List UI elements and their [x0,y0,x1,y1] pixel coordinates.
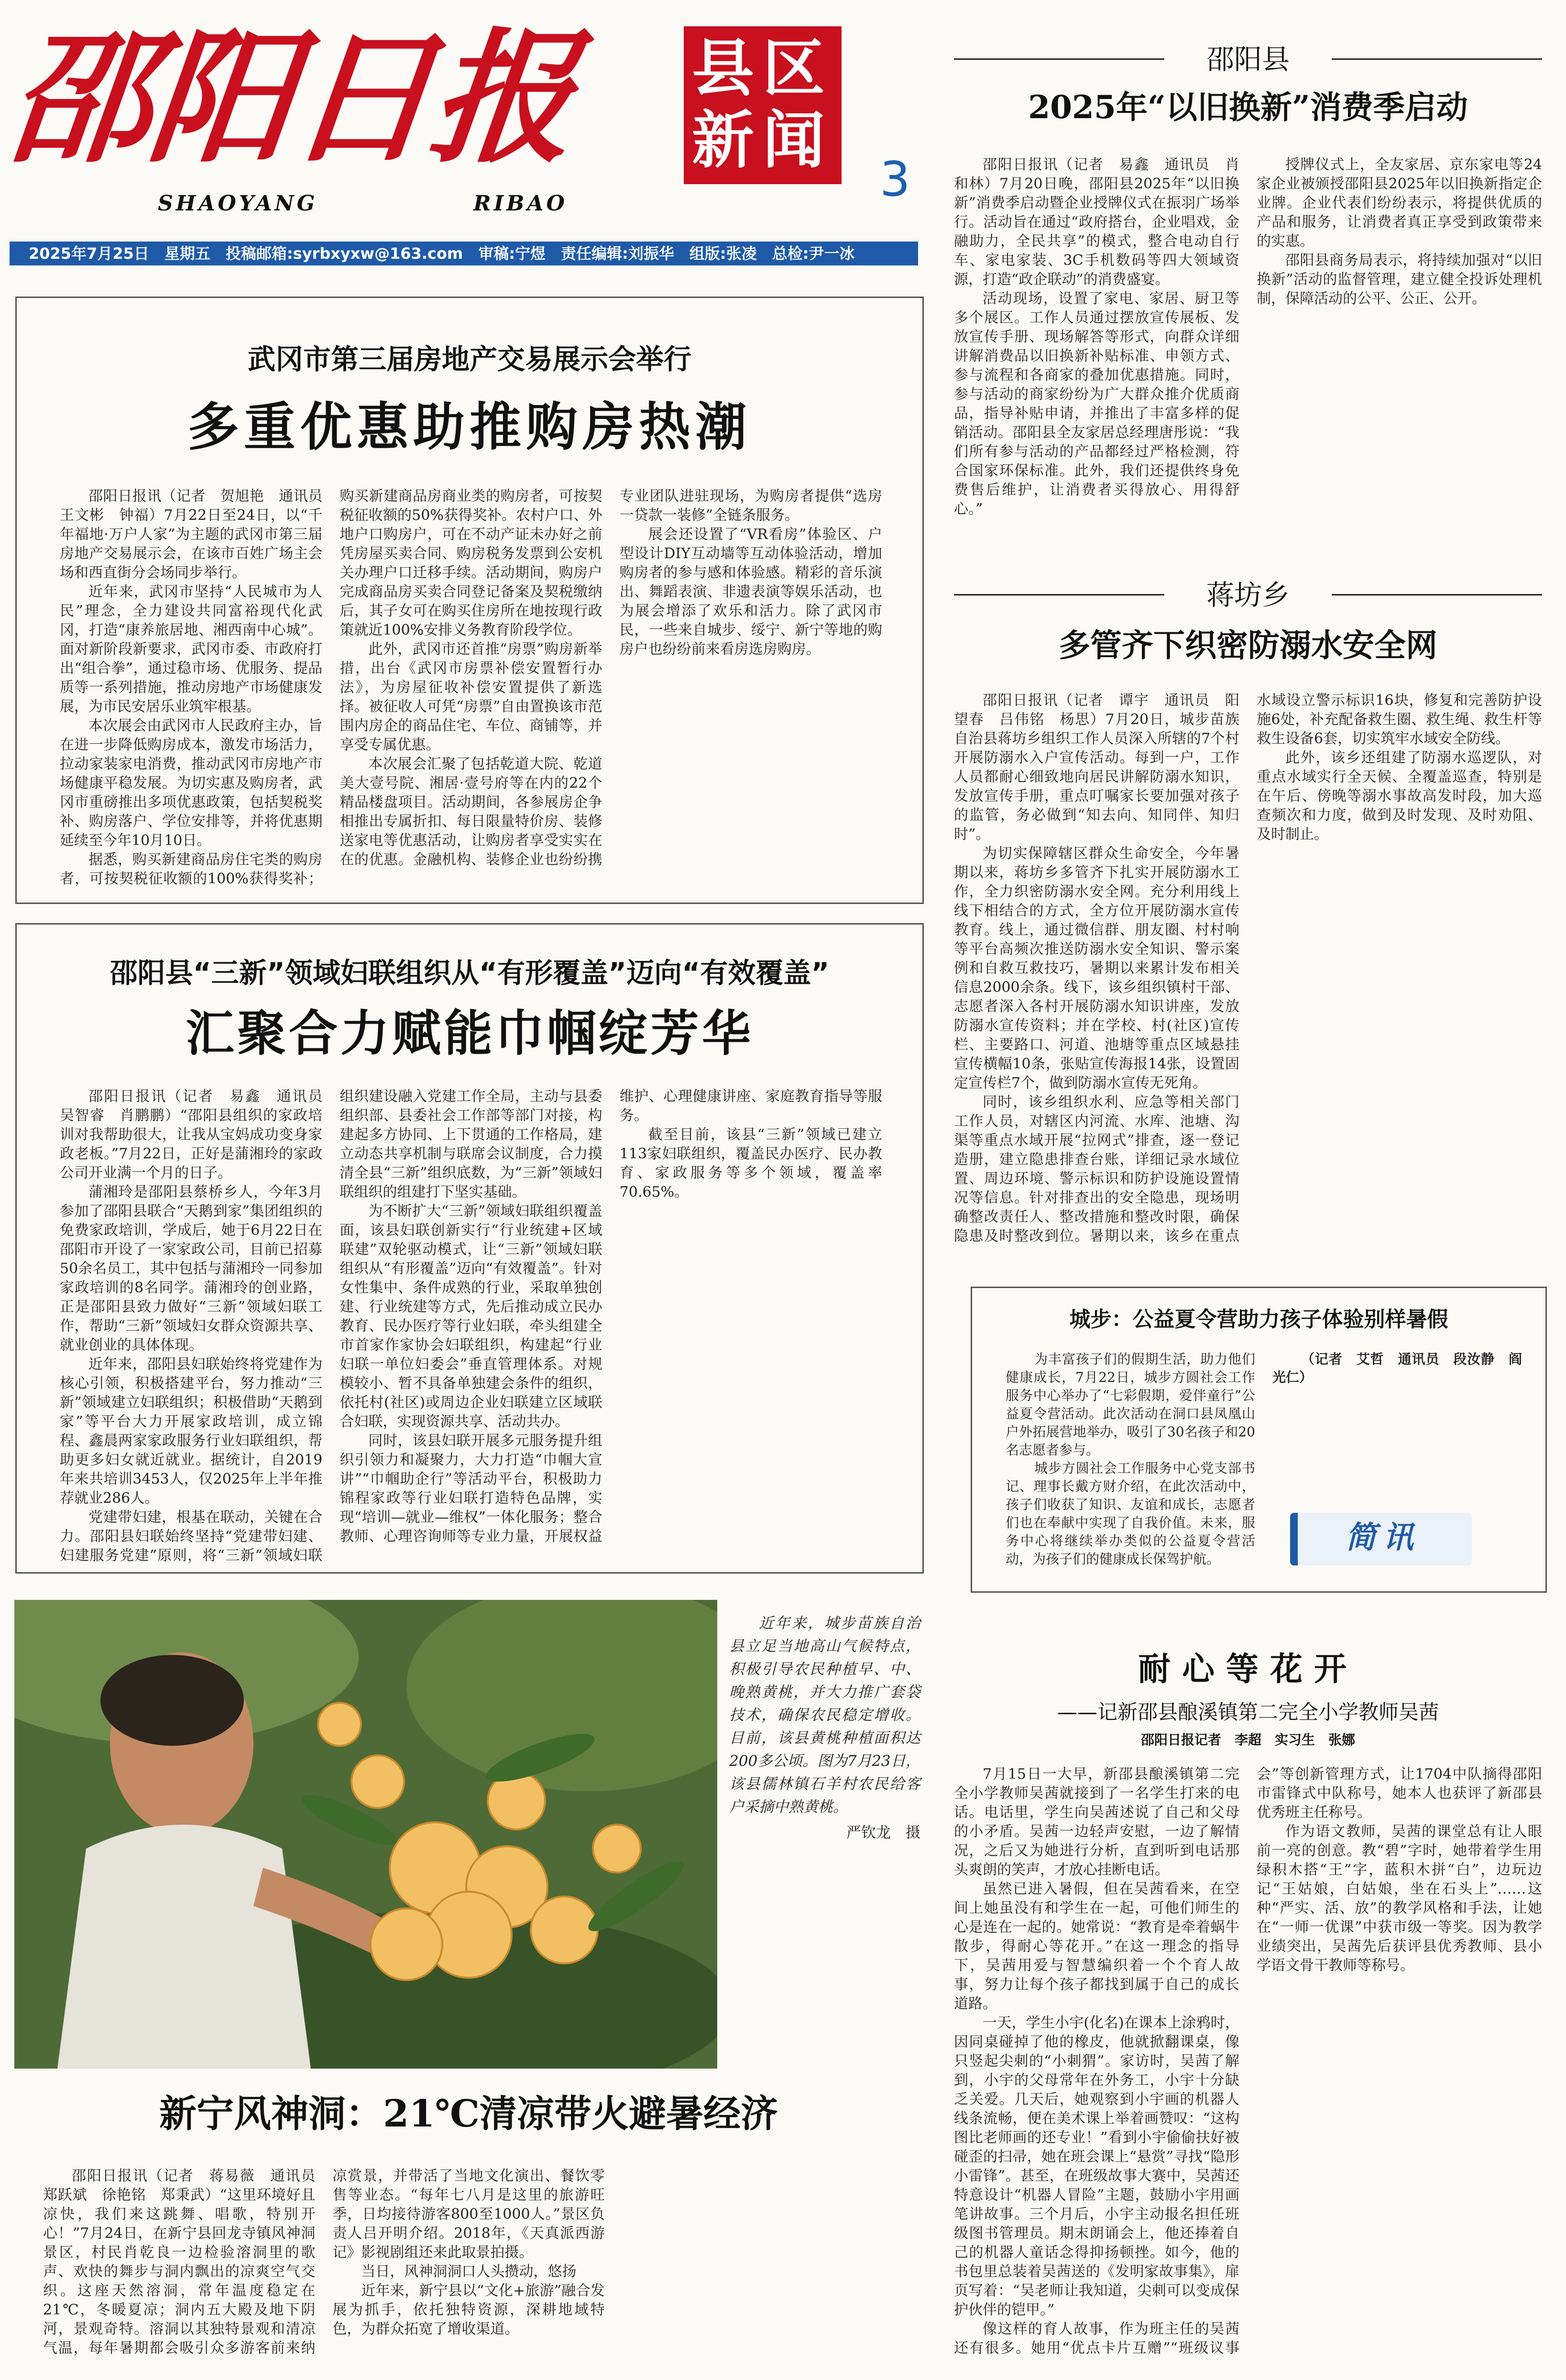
masthead-title: 邵阳日报 [0,13,581,182]
paragraph: 城步方圆社会工作服务中心党支部书记、理事长戴方财介绍，在此次活动中，孩子们收获了知识、友谊和成长，志愿者们也在奉献中实现了自我价值。未来，服务中心将继续举办类似的公益夏令营活动，为孩子们的健康成长保驾护航。 [1006,1460,1255,1567]
paragraph: 为不断扩大“三新”领域妇联组织覆盖面，该县妇联创新实行“行业统建+区域联建”双轮驱动模式，让“三新”领域妇联组织从“有形覆盖”迈向“有效覆盖”。针对女性集中、条件成熟的行业，采取单独创建、行业统建等方式，先后推动成立民办教育、民办医疗等行业妇联，牵头组建全市首家作家协会妇联组织，构建起“行业妇联一单位妇委会”垂直管理体系。对规模较小、暂不具备单独建会条件的组织，依托村(社区)或周边企业妇联建立区域联合妇联，实现资源共享、活动共办。 [339,1203,602,1430]
section-rule-left [954,594,1164,595]
article-xinning-cave [14,2081,923,2372]
caption-text: 近年来，城步苗族自治县立足当地高山气候特点，积极引导农民种植早、中、晚熟黄桃，并大力推广套袋技术，确保农民稳定增收。目前，该县黄桃种植面积达200多公顷。图为7月23日，该县儒林镇石羊村农民给客户采摘中熟黄桃。 [729,1615,920,1816]
article-teacher-profile [940,1636,1556,2372]
paragraph: 同时，该县妇联开展多元服务提升组织引领力和凝聚力，大力打造“巾帼大宣讲”“巾帼助企行”等活动平台，积极助力锦程家政等行业妇联打造特色品牌，实现“培训—就业—维权”一体化服务；整合教师、心理咨询师等专业力量，开展权益维护、心理健康讲座、家庭教育指导等服务。 [339,1088,882,1545]
article-wugang-real-estate [15,297,924,904]
paragraph: 据悉，购买新建商品房住宅类的购房者，可按契税征收额的100%获得奖补；购买新建商品房商业类的购房者，可按契税征收额的50%获得奖补。农村户口、外地户口购房户，可在不动产证未办好之前凭房屋买卖合同、购房税务发票到公安机关办理户口迁移手续。活动期间，购房户完成商品房买卖合同登记备案及契税缴纳后，其子女可在购买住房所在地按现行政策就近100%安排义务教育阶段学位。 [60,488,602,887]
article-summer-camp [971,1287,1547,1593]
paragraph: 蒲湘玲是邵阳县蔡桥乡人，今年3月参加了邵阳县联合“天鹅到家”集团组织的免费家政培训，学成后，她于6月22日在邵阳市开设了一家家政公司，目前已招募50余名员工，其中包括与蒲湘玲一同参加家政培训的8名同学。蒲湘玲的创业路，正是邵阳县致力做好“三新”领域妇联工作，帮助“三新”领域妇女群众资源共享、就业创业的具体体现。 [60,1184,323,1354]
info-bar [10,242,918,265]
paragraph: 党建带妇建，根基在联动，关键在合力。邵阳县妇联始终坚持“党建带妇建、妇建服务党建”原则，将“三新”领域妇联组织建设融入党建工作全局，主动与县委组织部、县委社会工作部等部门对接，构建起多方协同、上下贯通的工作格局，建立动态共享机制与联席会议制度，合力摸清全县“三新”组织底数，为“三新”领域妇联组织的组建打下坚实基础。 [60,1088,602,1564]
section-label: 邵阳县 [1206,43,1290,76]
paragraph: 同时，该乡组织水利、应急等相关部门工作人员，对辖区内河流、水库、池塘、沟渠等重点水域开展“拉网式”排查，逐一登记造册，建立隐患排查台账，详细记录水域位置、周边环境、警示标识和防护设施设置情况等信息。针对排查出的安全隐患，现场明确整改责任人、整改措施和整改时限，确保隐患及时整改到位。暑期以来，该乡在重点水域设立警示标识16块，修复和完善防护设施6处，补充配备救生圈、救生绳、救生杆等救生设备6套，切实筑牢水域安全防线。 [954,692,1542,1245]
paragraph: 近年来，新宁县以“文化+旅游”融合发展为抓手，依托独特资源，深耕地域特色，为群众拓宽了增收渠道。 [332,2282,605,2337]
article-headline: 城步：公益夏令营助力孩子体验别样暑假 [1069,1307,1448,1332]
paragraph: 活动现场，设置了家电、家居、厨卫等多个展区。工作人员通过摆放宣传展板、发放宣传手册、现场解答等形式，向群众详细讲解消费品以旧换新补贴标准、申领方式、参与流程和各商家的叠加优惠措施。同时，参与活动的商家纷纷为广大群众推介优质商品，指导补贴申请，并推出了丰富多样的促销活动。邵阳县全友家居总经理唐彤说：“我们所有参与活动的产品都经过严格检测，符合国家环保标准。此外，我们还提供终身免费售后维护，让消费者买得放心、用得舒心。” [954,290,1239,518]
paragraph: 邵阳县商务局表示，将持续加强对“以旧换新”活动的监督管理，建立健全投诉处理机制，保障活动的公平、公正、公开。 [1257,252,1542,307]
paragraph: 为切实保障辖区群众生命安全，今年暑期以来，蒋坊乡多管齐下扎实开展防溺水工作，全力织密防溺水安全网。充分利用线上线下相结合的方式，全方位开展防溺水宣传教育。线上，通过微信群、朋友圈、村村响等平台高频次推送防溺水安全知识、警示案例和自救互救技巧，暑期以来累计发布相关信息2000余条。线下，该乡组织镇村干部、志愿者深入各村开展防溺水知识讲座，发放防溺水宣传资料；并在学校、村(社区)宣传栏、主要路口、河道、池塘等重点区域悬挂宣传横幅10条，张贴宣传海报14张，设置固定宣传栏7个，做到防溺水宣传无死角。 [954,845,1239,1091]
article-body [43,2167,894,2368]
article-headline: 汇聚合力赋能巾帼绽芳华 [186,1005,754,1062]
paragraph: 邵阳日报讯（记者 贺旭艳 通讯员 王文彬 钟福）7月22日至24日，以“千年福地·万户人家”为主题的武冈市第三届房地产交易展示会，在该市百姓广场主会场和西直街分会场同步举行。 [60,488,337,581]
article-shaoyang-womens-federation [15,923,924,1574]
article-body [954,691,1542,1256]
paragraph: 像这样的育人故事，作为班主任的吴茜还有很多。她用“优点卡片互赠”“班级议事会”等创新管理方式，让1704中队摘得邵阳市雷锋式中队称号，她本人也获评了新邵县优秀班主任称号。 [954,1766,1542,2357]
article-body [954,155,1542,538]
section-badge [684,26,842,184]
paragraph: 近年来，武冈市坚持“人民城市为人民”理念，全力建设共同富裕现代化武冈，打造“康养旅居地、湘西南中心城”。面对新阶段新要求，武冈市委、市政府打出“组合拳”，通过稳市场、优服务、提品质等一系列措施，推动房地产市场健康发展，为市民安居乐业筑牢根基。 [60,584,323,715]
section-badge-line1: 县区 [691,32,833,105]
section-rule-right [1332,58,1542,60]
section-badge-line2: 新闻 [691,104,833,176]
paragraph: 授牌仪式上，全友家居、京东家电等24家企业被颁授邵阳县2025年以旧换新指定企业牌。企业代表们纷纷表示，将提供优质的产品和服务，让消费者真正享受到政策带来的实惠。 [1257,156,1542,250]
paragraph: 当日，风神洞洞口人头攒动，悠扬 [361,2263,577,2280]
paragraph: 此外，该乡还组建了防溺水巡逻队，对重点水域实行全天候、全覆盖巡查，特别是在午后、傍晚等溺水事故高发时段，加大巡查频次和力度，做到及时发现、及时劝阻、及时制止。 [1257,749,1542,843]
article-headline: 多管齐下织密防溺水安全网 [1059,627,1437,664]
section-label: 蒋坊乡 [1206,579,1290,611]
brief-tag-label: 简讯 [1346,1520,1420,1555]
paragraph: 本次展会汇聚了包括乾道大院、乾道美大壹号院、湘居·壹号府等在内的22个精品楼盘项目。活动期间，各参展房企争相推出专属折扣、每日限量特价房、装修送家电等优惠活动，让购房者享受实实在在的优惠。金融机构、装修企业也纷纷携专业团队进驻现场，为购房者提供“选房一贷款一装修”全链条服务。 [339,488,882,868]
paragraph: 邵阳日报讯（记者 易鑫 通讯员 肖和林）7月20日晚，邵阳县2025年“以旧换新”消费季启动暨企业授牌仪式在振羽广场举行。活动旨在通过“政府搭台，企业唱戏，金融助力，全民共享”的模式，整合电动自行车、家电家装、3C手机数码等四大领域资源，打造“政企联动”的消费盛宴。 [954,156,1239,288]
article-headline: 2025年“以旧换新”消费季启动 [1028,88,1468,126]
section-rule-right [1332,594,1542,595]
article-headline: 新宁风神洞：21℃清凉带火避暑经济 [159,2092,778,2136]
byline: （记者 艾哲 通讯员 段汝静 阎光仁） [1272,1351,1522,1385]
caption-credit: 严钦龙 摄 [846,1824,920,1841]
article-byline: 邵阳日报记者 李超 实习生 张娜 [1140,1732,1355,1748]
news-photo [14,1600,717,2069]
section-rule-left [954,58,1164,60]
article-headline: 耐心等花开 [1138,1650,1358,1688]
paragraph: 近年来，邵阳县妇联始终将党建作为核心引领，积极搭建平台，努力推动“三新”领域建立妇联组织；积极借助“天鹅到家”等平台大力开展家政培训，成立锦程、鑫晨两家家政服务行业妇联组织，帮助更多妇女就近就业。据统计，自2019年来共培训3453人，仅2025年上半年推荐就业286人。 [60,1356,323,1507]
brief-tag [1290,1513,1472,1565]
photo-caption [729,1612,920,1842]
paragraph: 展会还设置了“VR看房”体验区、户型设计DIY互动墙等互动体验活动，增加购房者的参与感和体验感。精彩的音乐演出、舞蹈表演、非遗表演等娱乐活动，也为展会增添了欢乐和活力。除了武冈市民，一些来自城步、绥宁、新宁等地的购房户也纷纷前来看房选房购房。 [619,526,882,658]
paragraph: 邵阳日报讯（记者 易鑫 通讯员 吴智睿 肖鹏鹏）“邵阳县组织的家政培训对我帮助很大，让我从宝妈成功变身家政老板。”7月22日，正好是蒲湘玲的家政公司开业满一个月的日子。 [60,1088,337,1181]
article-kicker: 武冈市第三届房地产交易展示会举行 [247,343,691,375]
article-kicker: 邵阳县“三新”领域妇联组织从“有形覆盖”迈向“有效覆盖” [110,957,830,989]
paragraph: 截至目前，该县“三新”领域已建立113家妇联组织，覆盖民办医疗、民办教育、家政服务等多个领域，覆盖率70.65%。 [619,1126,882,1201]
article-body [954,1765,1542,2368]
article-subhead: ——记新邵县酿溪镇第二完全小学教师吴茜 [1057,1700,1439,1724]
masthead-logo [0,13,646,182]
paragraph: 此外，武冈市还首推“房票”购房新举措，出台《武冈市房票补偿安置暂行办法》，为房屋征收补偿安置提供了新选择。被征收人可凭“房票”自由置换该市范围内房企的商品住宅、车位、商铺等，并享受专属优惠。 [339,641,602,753]
article-anti-drowning [940,574,1556,1263]
info-bar-text: 2025年7月25日 星期五 投稿邮箱:syrbxyxw@163.com 审稿:宁煜 责任编辑:刘振华 组版:张凌 总检:尹一冰 [29,244,855,263]
article-body [60,487,882,898]
paragraph: 7月15日一大早，新邵县酿溪镇第二完全小学教师吴茜就接到了一名学生打来的电话。电话里，学生向吴茜述说了自己和父母的小矛盾。吴茜一边轻声安慰，一边了解情况，之后又为她进行分析，直到听到电话那头爽朗的笑声，才放心挂断电话。 [954,1766,1239,1878]
masthead-pinyin-right: RIBAO [473,191,568,216]
paragraph: 本次展会由武冈市人民政府主办，旨在进一步降低购房成本，激发市场活力，拉动家装家电消费，推动武冈市房地产市场健康平稳发展。为切实惠及购房者，武冈市重磅推出多项优惠政策，包括契税奖补、购房落户、学位安排等，并将优惠期延续至今年10月10日。 [60,717,323,849]
paragraph: 一天，学生小宇(化名)在课本上涂鸦时，因同桌碰掉了他的橡皮，他就掀翻课桌，像只竖起尖刺的“小刺猬”。家访时，吴茜了解到，小宇的父母常年在外务工，小宇十分缺乏关爱。几天后，她观察到小宇画的机器人线条流畅，便在美术课上举着画赞叹：“这构图比老师画的还专业！”看到小宇偷偷扶好被碰歪的扫帚，她在班会课上“悬赏”寻找“隐形小雷锋”。甚至，在班级故事大赛中，吴茜还特意设计“机器人冒险”主题，鼓励小宇用画笔讲故事。三个月后，小宇主动报名担任班级图书管理员。期末朗诵会上，他还捧着自己的机器人童话念得抑扬顿挫。如今，他的书包里总装着吴茜送的《发明家故事集》，扉页写着：“吴老师让我知道，尖刺可以变成保护伙伴的铠甲。” [954,2015,1239,2318]
article-headline: 多重优惠助推购房热潮 [187,397,752,457]
article-body [60,1087,882,1565]
paragraph: 为丰富孩子们的假期生活，助力他们健康成长，7月22日，城步方圆社会工作服务中心举办了“七彩假期，爱伴童行”公益夏令营活动。此次活动在洞口县凤凰山户外拓展营地举办，吸引了30名孩子和20名志愿者参与。 [1006,1351,1255,1458]
paragraph: 邵阳日报讯（记者 蒋易薇 通讯员 郑跃斌 徐艳铭 郑秉武）“这里环境好且凉快，我们来这跳舞、唱歌，特别开心！”7月24日，在新宁县回龙寺镇风神洞景区，村民肖乾良一边检验溶洞里的歌声、欢快的舞步与洞内飘出的凉爽空气交织。这座天然溶洞，常年温度稳定在21℃，冬暖夏凉；洞内五大殿及地下阴河，景观奇特。溶洞以其独特景观和清凉气温，每年暑期都会吸引众多游客前来纳凉赏景，并带活了当地文化演出、餐饮零售等业态。“每年七八月是这里的旅游旺季，日均接待游客800至1000人。”景区负责人吕开明介绍。2018年，《天真派西游记》影视剧组还来此取景拍摄。 [43,2168,605,2357]
paragraph: 虽然已进入暑假，但在吴茜看来，在空间上她虽没有和学生在一起，可他们师生的心是连在一起的。她常说：“教育是牵着蜗牛散步，得耐心等花开。”在这一理念的指导下，吴茜用爱与智慧编织着一个个育人故事，努力让每个孩子都找到属于自己的成长道路。 [954,1881,1239,2012]
photo-illustration [14,1600,717,2069]
masthead-pinyin-left: SHAOYANG [158,191,318,216]
article-trade-in-campaign [940,33,1556,540]
page-number: 3 [880,151,910,207]
paragraph: 邵阳日报讯（记者 谭宇 通讯员 阳望春 吕伟铭 杨思）7月20日，城步苗族自治县蒋坊乡组织工作人员深入所辖的7个村开展防溺水入户宣传活动。每到一户，工作人员都耐心细致地向居民讲解防溺水知识，发放宣传手册，重点叮嘱家长要加强对孩子的监管，务必做到“知去向、知同伴、知归时”。 [954,692,1239,843]
paragraph: 作为语文教师，吴茜的课堂总有让人眼前一亮的创意。教“碧”字时，她带着学生用绿积木搭“王”字，蓝积木拼“白”，边玩边记“王姑娘，白姑娘，坐在石头上”……这种“严实、活、放”的教学风格和手法，让她在“一师一优课”中获市级一等奖。因为教学业绩突出，吴茜先后获评县优秀教师、县小学语文骨干教师等称号。 [1257,1823,1542,1974]
